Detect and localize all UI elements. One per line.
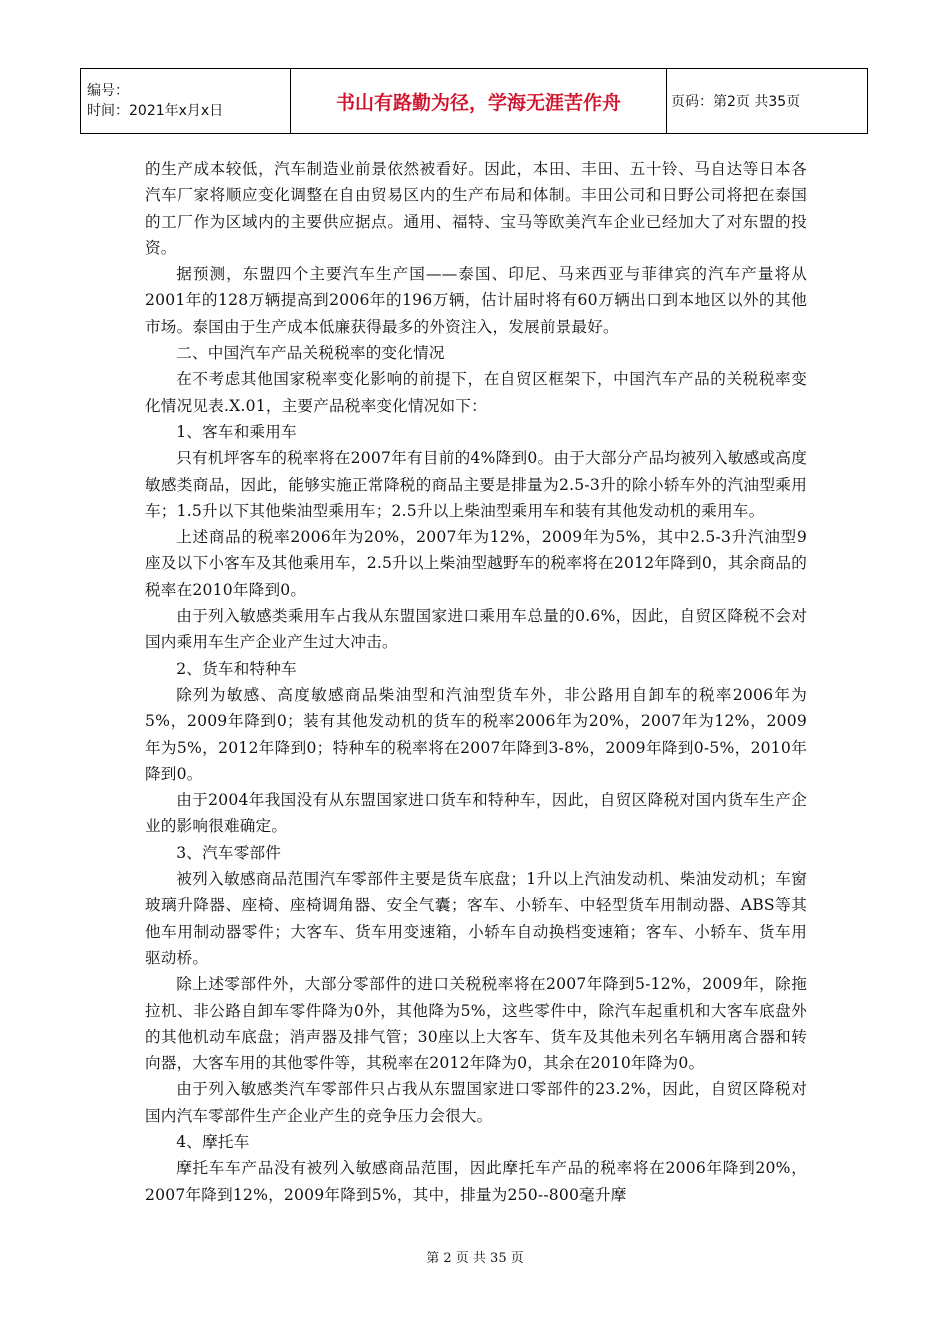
header-page-info: 页码：第2页 共35页 <box>667 69 868 134</box>
body-paragraph: 2、货车和特种车 <box>176 659 297 678</box>
body-paragraph: 上述商品的税率2006年为20%，2007年为12%，2009年为5%，其中2.5-3升汽油型9座及以下小客车及其他乘用车，2.5升以上柴油型越野车的税率将在2012年降到0，其余商品的税率在2010年降到0。 <box>145 528 807 599</box>
body-paragraph: 由于列入敏感类乘用车占我从东盟国家进口乘用车总量的0.6%，因此，自贸区降税不会对国内乘用车生产企业产生过大冲击。 <box>145 607 807 652</box>
body-paragraph: 4、摩托车 <box>176 1132 250 1151</box>
body-paragraph: 由于列入敏感类汽车零部件只占我从东盟国家进口零部件的23.2%，因此，自贸区降税对国内汽车零部件生产企业产生的竞争压力会很大。 <box>145 1080 807 1125</box>
body-paragraph: 1、客车和乘用车 <box>176 422 297 441</box>
body-paragraph: 除上述零部件外，大部分零部件的进口关税税率将在2007年降到5-12%，2009年，除拖拉机、非公路自卸车零件降为0外，其他降为5%，这些零件中，除汽车起重机和大客车底盘外的其他机动车底盘；消声器及排气管；30座以上大客车、货车及其他未列名车辆用离合器和转向器，大客车用的其他零件等，其税率在2012年降为0，其余在2010年降为0。 <box>145 975 807 1073</box>
body-paragraph: 被列入敏感商品范围汽车零部件主要是货车底盘；1升以上汽油发动机、柴油发动机；车窗玻璃升降器、座椅、座椅调角器、安全气囊；客车、小轿车、中轻型货车用制动器、ABS等其他车用制动器零件；大客车、货车用变速箱，小轿车自动换档变速箱；客车、小轿车、货车用驱动桥。 <box>145 870 807 967</box>
body-paragraph: 只有机坪客车的税率将在2007年有目前的4%降到0。由于大部分产品均被列入敏感或高度敏感类商品，因此，能够实施正常降税的商品主要是排量为2.5-3升的除小轿车外的汽油型乘用车；1.5升以下其他柴油型乘用车；2.5升以上柴油型乘用车和装有其他发动机的乘用车。 <box>145 449 807 520</box>
page-footer: 第 2 页 共 35 页 <box>426 1251 524 1266</box>
header-meta <box>81 69 291 134</box>
document-body <box>145 156 807 1208</box>
body-paragraph: 3、汽车零部件 <box>176 843 282 862</box>
body-paragraph: 在不考虑其他国家税率变化影响的前提下，在自贸区框架下，中国汽车产品的关税税率变化情况见表.X.01，主要产品税率变化情况如下： <box>145 370 807 415</box>
body-paragraph: 据预测，东盟四个主要汽车生产国——泰国、印尼、马来西亚与菲律宾的汽车产量将从2001年的128万辆提高到2006年的196万辆，估计届时将有60万辆出口到本地区以外的其他市场。泰国由于生产成本低廉获得最多的外资注入，发展前景最好。 <box>145 265 807 336</box>
body-paragraph: 除列为敏感、高度敏感商品柴油型和汽油型货车外，非公路用自卸车的税率2006年为5%，2009年降到0；装有其他发动机的货车的税率2006年为20%，2007年为12%，2009年为5%，2012年降到0；特种车的税率将在2007年降到3-8%，2009年降到0-5%，2010年降到0。 <box>145 685 807 783</box>
body-paragraph: 摩托车车产品没有被列入敏感商品范围，因此摩托车产品的税率将在2006年降到20%，2007年降到12%，2009年降到5%，其中，排量为250--800毫升摩 <box>145 1159 807 1204</box>
header-motto: 书山有路勤为径，学海无涯苦作舟 <box>291 69 667 134</box>
document-header <box>80 68 868 134</box>
body-paragraph: 二、中国汽车产品关税税率的变化情况 <box>176 344 445 363</box>
header-number-label: 编号： <box>87 83 129 99</box>
header-time-label: 时间：2021年x月x日 <box>87 103 224 119</box>
body-paragraph: 的生产成本较低，汽车制造业前景依然被看好。因此，本田、丰田、五十铃、马自达等日本各汽车厂家将顺应变化调整在自由贸易区内的生产布局和体制。丰田公司和日野公司将把在泰国的工厂作为区域内的主要供应据点。通用、福特、宝马等欧美汽车企业已经加大了对东盟的投资。 <box>145 160 807 257</box>
body-paragraph: 由于2004年我国没有从东盟国家进口货车和特种车，因此，自贸区降税对国内货车生产企业的影响很难确定。 <box>145 791 807 836</box>
